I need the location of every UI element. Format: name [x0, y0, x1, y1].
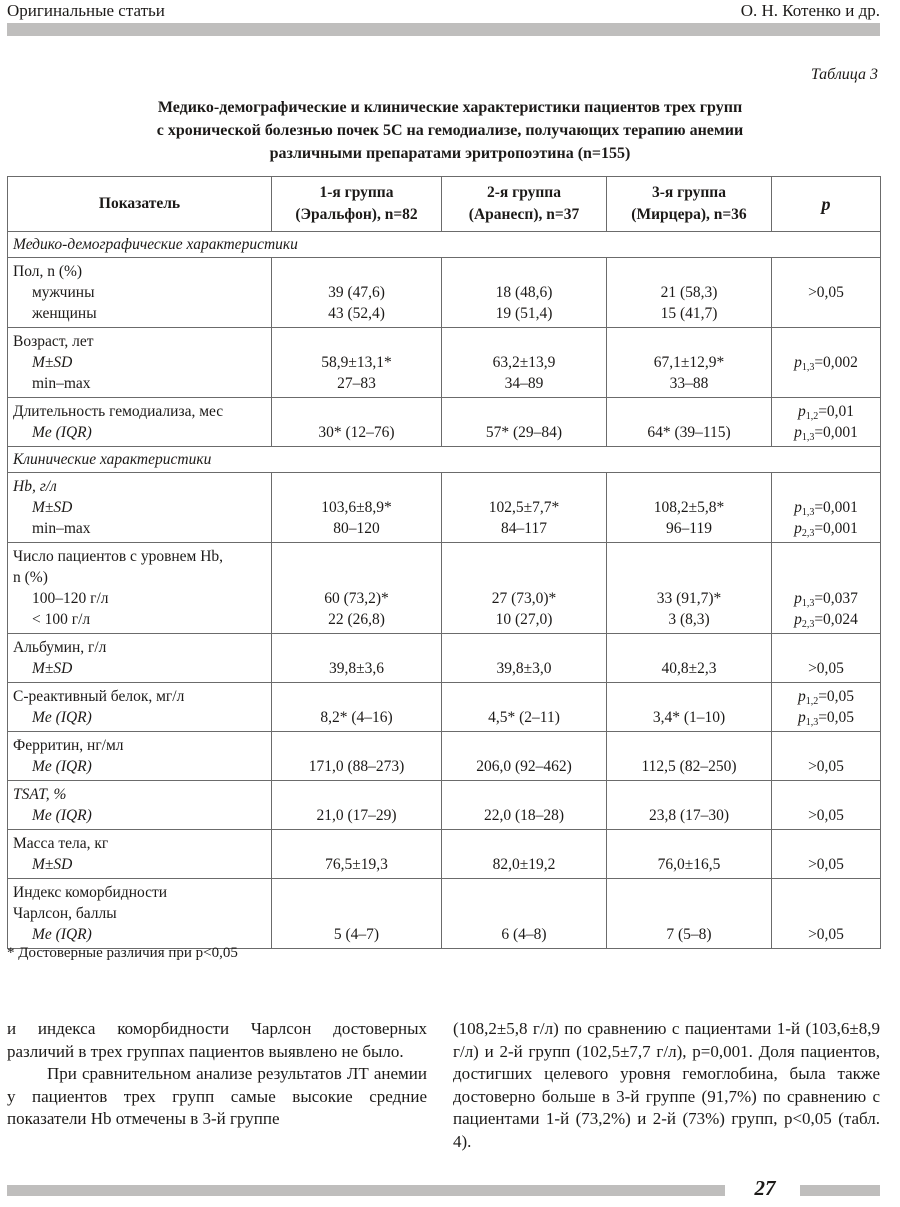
- text-column-right: [453, 1018, 880, 1153]
- p-index: 1,2: [805, 696, 819, 707]
- p-value: [774, 352, 878, 373]
- cell-p: [772, 830, 881, 879]
- cell-g2: [442, 830, 607, 879]
- cell-g3: [607, 473, 772, 543]
- header-p: p: [772, 177, 881, 232]
- label-hb: [8, 473, 272, 543]
- p-num: =0,001: [814, 424, 858, 441]
- p-value: [774, 422, 878, 443]
- p-value: [774, 686, 878, 707]
- label-hd: [8, 398, 272, 447]
- label-line: M±SD: [32, 499, 73, 516]
- cell-g3: [607, 543, 772, 634]
- cell-g3: [607, 258, 772, 328]
- table-row-albumin: [8, 634, 881, 683]
- table-title: [60, 96, 840, 165]
- p-num: =0,024: [814, 611, 858, 628]
- label-line: Масса тела, кг: [13, 835, 109, 852]
- p-value: >0,05: [808, 758, 844, 775]
- section-row-clin: [8, 447, 881, 473]
- cell-g1: [272, 258, 442, 328]
- value: 33–88: [669, 375, 709, 392]
- p-symbol: p: [794, 590, 802, 607]
- value: 103,6±8,9*: [321, 499, 392, 516]
- p-symbol: p: [794, 354, 802, 371]
- cell-g1: [272, 781, 442, 830]
- paragraph: При сравнительном анализе результатов ЛТ анемии у пациентов трех групп самые высокие средние показатели Hb отмечены в 3-й группе: [7, 1064, 427, 1128]
- cell-g2: [442, 732, 607, 781]
- label-line: Ферритин, нг/мл: [13, 737, 124, 754]
- label-hb-count: [8, 543, 272, 634]
- label-line: Hb, г/л: [13, 478, 57, 495]
- characteristics-table: [7, 176, 881, 949]
- value: 23,8 (17–30): [648, 807, 730, 824]
- label-line: Индекс коморбидности: [13, 884, 168, 901]
- value: 67,1±12,9*: [653, 354, 725, 371]
- label-line: Пол, n (%): [13, 263, 83, 280]
- header-g1-line1: 1-я группа: [319, 184, 394, 201]
- value: 108,2±5,8*: [653, 499, 725, 516]
- value: 76,5±19,3: [325, 856, 388, 873]
- cell-p: [772, 683, 881, 732]
- section-demo: Медико-демографические характеристики: [8, 232, 881, 258]
- p-index: 1,3: [805, 717, 819, 728]
- cell-g2: [442, 634, 607, 683]
- label-line: Me (IQR): [32, 807, 92, 824]
- value: 40,8±2,3: [661, 660, 717, 677]
- value: 27–83: [337, 375, 376, 392]
- cell-g1: [272, 398, 442, 447]
- value: 27 (73,0)*: [491, 590, 557, 607]
- p-index: 2,3: [801, 528, 815, 539]
- p-symbol: p: [797, 709, 806, 726]
- p-num: =0,002: [814, 354, 858, 371]
- paragraph: и индекса коморбидности Чарлсон достоверных различий в трех группах пациентов выявлено не было.: [7, 1019, 427, 1061]
- label-line: Me (IQR): [32, 926, 92, 943]
- label-line: Me (IQR): [32, 758, 92, 775]
- table-row-age: [8, 328, 881, 398]
- cell-g2: [442, 543, 607, 634]
- label-line: TSAT, %: [13, 786, 67, 803]
- table-row-charlson: [8, 879, 881, 949]
- p-symbol: p: [794, 424, 802, 441]
- value: 39 (47,6): [328, 284, 385, 301]
- p-num: =0,05: [818, 688, 855, 705]
- label-mass: [8, 830, 272, 879]
- table-footnote: * Достоверные различия при p<0,05: [7, 945, 238, 961]
- table-row-hb-count: [8, 543, 881, 634]
- cell-p: [772, 398, 881, 447]
- value: 57* (29–84): [485, 424, 563, 441]
- table-title-line-1: Медико-демографические и клинические характеристики пациентов трех групп: [157, 99, 743, 116]
- value: 22,0 (18–28): [483, 807, 565, 824]
- p-value: >0,05: [808, 856, 844, 873]
- cell-g3: [607, 732, 772, 781]
- label-line: min–max: [32, 375, 91, 392]
- footer-bar-right: [800, 1185, 880, 1196]
- section-row-demo: [8, 232, 881, 258]
- header-group-3: [607, 177, 772, 232]
- authors: О. Н. Котенко и др.: [740, 1, 880, 20]
- cell-p: [772, 634, 881, 683]
- value: 5 (4–7): [333, 926, 380, 943]
- value: 19 (51,4): [495, 305, 553, 322]
- value: 64* (39–115): [647, 424, 731, 441]
- cell-g3: [607, 328, 772, 398]
- value: 22 (26,8): [328, 611, 385, 628]
- cell-g2: [442, 473, 607, 543]
- cell-g3: [607, 683, 772, 732]
- value: 171,0 (88–273): [308, 758, 405, 775]
- table-row-sex: [8, 258, 881, 328]
- label-line: min–max: [32, 520, 91, 537]
- value: 3 (8,3): [668, 611, 710, 628]
- header-g3-line2: (Мирцера), n=36: [631, 206, 747, 223]
- cell-p: [772, 473, 881, 543]
- cell-p: [772, 781, 881, 830]
- value: 10 (27,0): [495, 611, 553, 628]
- p-symbol: p: [797, 403, 806, 420]
- cell-g1: [272, 732, 442, 781]
- cell-g2: [442, 328, 607, 398]
- cell-g2: [442, 781, 607, 830]
- value: 60 (73,2)*: [324, 590, 389, 607]
- cell-p: [772, 732, 881, 781]
- value: 3,4* (1–10): [652, 709, 726, 726]
- table-row-ferritin: [8, 732, 881, 781]
- label-line: Альбумин, г/л: [13, 639, 107, 656]
- p-value: >0,05: [808, 926, 844, 943]
- cell-g1: [272, 683, 442, 732]
- p-value: >0,05: [808, 807, 844, 824]
- p-value: [774, 518, 878, 539]
- value: 15 (41,7): [660, 305, 718, 322]
- cell-g3: [607, 879, 772, 949]
- cell-g3: [607, 398, 772, 447]
- p-index: 1,3: [801, 507, 815, 518]
- cell-g1: [272, 634, 442, 683]
- cell-g2: [442, 398, 607, 447]
- table-title-line-2: с хронической болезнью почек 5С на гемодиализе, получающих терапию анемии: [156, 122, 744, 139]
- p-num: =0,001: [814, 499, 858, 516]
- cell-p: [772, 258, 881, 328]
- label-line: M±SD: [32, 354, 73, 371]
- value: 112,5 (82–250): [641, 758, 737, 775]
- cell-g2: [442, 683, 607, 732]
- value: 18 (48,6): [495, 284, 553, 301]
- label-line: Me (IQR): [32, 709, 92, 726]
- p-value: [774, 609, 878, 630]
- cell-g2: [442, 879, 607, 949]
- p-symbol: p: [794, 520, 802, 537]
- header-group-1: [272, 177, 442, 232]
- label-line: Возраст, лет: [13, 333, 94, 350]
- p-num: =0,05: [818, 709, 855, 726]
- running-header: [0, 0, 900, 40]
- table-row-hb: [8, 473, 881, 543]
- value: 102,5±7,7*: [488, 499, 560, 516]
- section-clin: Клинические характеристики: [8, 447, 881, 473]
- value: 206,0 (92–462): [476, 758, 572, 775]
- header-bar: [7, 23, 880, 36]
- p-value: [774, 588, 878, 609]
- value: 8,2* (4–16): [320, 709, 393, 726]
- p-value: [774, 401, 878, 422]
- footer-bar-left: [7, 1185, 725, 1196]
- cell-g1: [272, 473, 442, 543]
- table-header-row: [8, 177, 881, 232]
- table-row-hd-duration: [8, 398, 881, 447]
- value: 7 (5–8): [666, 926, 712, 943]
- label-line: Число пациентов с уровнем Hb,: [13, 548, 224, 565]
- cell-g3: [607, 781, 772, 830]
- value: 39,8±3,6: [328, 660, 384, 677]
- section-name: Оригинальные статьи: [7, 1, 165, 20]
- header-g2-line1: 2-я группа: [487, 184, 561, 201]
- text-column-left: [7, 1018, 427, 1131]
- label-line: n (%): [13, 569, 48, 586]
- label-line: Чарлсон, баллы: [13, 905, 117, 922]
- cell-g1: [272, 879, 442, 949]
- label-line: Me (IQR): [32, 424, 92, 441]
- label-line: M±SD: [32, 660, 73, 677]
- table-title-line-3: различными препаратами эритропоэтина (n=155): [269, 145, 631, 162]
- p-symbol: p: [794, 499, 802, 516]
- value: 63,2±13,9: [492, 354, 556, 371]
- p-num: =0,037: [814, 590, 858, 607]
- cell-g3: [607, 634, 772, 683]
- header-g2-line2: (Аранесп), n=37: [468, 206, 580, 223]
- value: 76,0±16,5: [657, 856, 721, 873]
- value: 34–89: [504, 375, 544, 392]
- p-num: =0,001: [814, 520, 858, 537]
- header-group-2: [442, 177, 607, 232]
- label-line: C-реактивный белок, мг/л: [13, 688, 185, 705]
- p-num: =0,01: [818, 403, 855, 420]
- value: 6 (4–8): [501, 926, 547, 943]
- value: 84–117: [501, 520, 547, 537]
- header-indicator: Показатель: [8, 177, 272, 232]
- table-row-mass: [8, 830, 881, 879]
- table-row-crp: [8, 683, 881, 732]
- p-value: >0,05: [808, 660, 844, 677]
- p-value: [774, 707, 878, 728]
- value: 33 (91,7)*: [656, 590, 722, 607]
- label-line: 100–120 г/л: [32, 590, 109, 607]
- p-index: 1,3: [801, 598, 815, 609]
- value: 39,8±3,0: [496, 660, 552, 677]
- p-value: >0,05: [808, 284, 844, 301]
- label-line: женщины: [32, 305, 97, 322]
- table-label: Таблица 3: [810, 66, 878, 83]
- p-index: 2,3: [801, 619, 815, 630]
- label-line: M±SD: [32, 856, 73, 873]
- label-tsat: [8, 781, 272, 830]
- label-ferritin: [8, 732, 272, 781]
- table-row-tsat: [8, 781, 881, 830]
- paragraph: (108,2±5,8 г/л) по сравнению с пациентами 1-й (103,6±8,9 г/л) и 2-й групп (102,5±7,7 г/л), p=0,001. Доля пациентов, достигших целевого уровня гемоглобина, была также достоверно больше в 3-й группе (91,7%) по сравнению с пациентами 1-й (73,2%) и 2-й (73%) групп, p<0,05 (табл. 4).: [453, 1019, 880, 1151]
- label-sex: [8, 258, 272, 328]
- cell-g1: [272, 328, 442, 398]
- cell-g1: [272, 543, 442, 634]
- value: 80–120: [333, 520, 380, 537]
- p-index: 1,3: [801, 362, 815, 373]
- cell-g2: [442, 258, 607, 328]
- label-age: [8, 328, 272, 398]
- label-line: < 100 г/л: [32, 611, 91, 628]
- value: 58,9±13,1*: [321, 354, 392, 371]
- label-crp: [8, 683, 272, 732]
- cell-p: [772, 543, 881, 634]
- value: 43 (52,4): [328, 305, 385, 322]
- value: 30* (12–76): [318, 424, 395, 441]
- cell-p: [772, 879, 881, 949]
- header-g1-line2: (Эральфон), n=82: [295, 206, 418, 223]
- cell-p: [772, 328, 881, 398]
- label-albumin: [8, 634, 272, 683]
- p-value: [774, 497, 878, 518]
- cell-g3: [607, 830, 772, 879]
- p-index: 1,2: [805, 411, 819, 422]
- header-g3-line1: 3-я группа: [652, 184, 726, 201]
- value: 82,0±19,2: [492, 856, 556, 873]
- value: 4,5* (2–11): [488, 709, 560, 726]
- value: 21,0 (17–29): [316, 807, 397, 824]
- value: 21 (58,3): [660, 284, 718, 301]
- cell-g1: [272, 830, 442, 879]
- label-charlson: [8, 879, 272, 949]
- p-index: 1,3: [801, 432, 815, 443]
- label-line: Длительность гемодиализа, мес: [13, 403, 224, 420]
- page-number: 27: [754, 1176, 776, 1200]
- label-line: мужчины: [32, 284, 95, 301]
- p-symbol: p: [797, 688, 806, 705]
- value: 96–119: [666, 520, 712, 537]
- p-symbol: p: [794, 611, 802, 628]
